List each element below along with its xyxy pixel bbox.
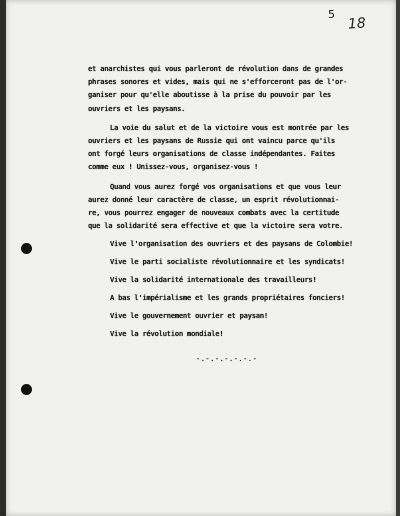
slogan-line: Vive le gouvernement ouvrier et paysan! [110, 312, 268, 321]
slogan-line: Vive la solidarité internationale des travailleurs! [110, 276, 317, 285]
punch-hole-top [21, 243, 32, 254]
paragraph-1 [88, 63, 393, 116]
tick-mark: 5 [328, 8, 335, 21]
slogan-line: Vive le parti socialiste révolutionnaire et les syndicats! [110, 258, 345, 267]
text-line: ouvriers et les paysans. [88, 104, 186, 113]
paragraph-3 [88, 181, 393, 234]
text-line: re, vous pourrez engager de nouveaux combats avec la certitude [88, 209, 340, 218]
body-text [88, 63, 393, 343]
text-line: ouvriers et les paysans de Russie qui ont vaincu parce qu'ils [88, 137, 335, 146]
slogan-list [88, 235, 393, 343]
text-line: que la solidarité sera effective et que la victoire sera votre. [88, 222, 344, 231]
text-line: ganiser pour qu'elle aboutisse à la prise du pouvoir par les [88, 91, 331, 100]
page-number: 18 [347, 15, 367, 33]
text-line: ont forgé leurs organisations de classe indépendantes. Faites [88, 150, 335, 159]
text-line: phrases sonores et vides, mais qui ne s'efforceront pas de l'or- [88, 78, 348, 87]
slogan-line: Vive la révolution mondiale! [110, 330, 224, 339]
slogan-line: Vive l'organisation des ouvriers et des paysans de Colombie! [110, 240, 353, 249]
text-line: La voie du salut et de la victoire vous est montrée par les [110, 123, 349, 132]
text-line: aurez donné leur caractère de classe, un esprit révolutionnai- [88, 195, 340, 204]
document-page [6, 0, 396, 516]
closing-ornament: -.-.-.-.-.-.- [196, 355, 258, 363]
paragraph-2 [88, 122, 393, 175]
punch-hole-bottom [21, 384, 32, 395]
text-line: et anarchistes qui vous parleront de révolution dans de grandes [88, 65, 344, 73]
text-line: Quand vous aurez forgé vos organisations et que vous leur [110, 182, 341, 191]
text-line: comme eux ! Unissez-vous, organisez-vous ! [88, 163, 259, 172]
slogan-line: A bas l'impérialisme et les grands propriétaires fonciers! [110, 294, 345, 303]
